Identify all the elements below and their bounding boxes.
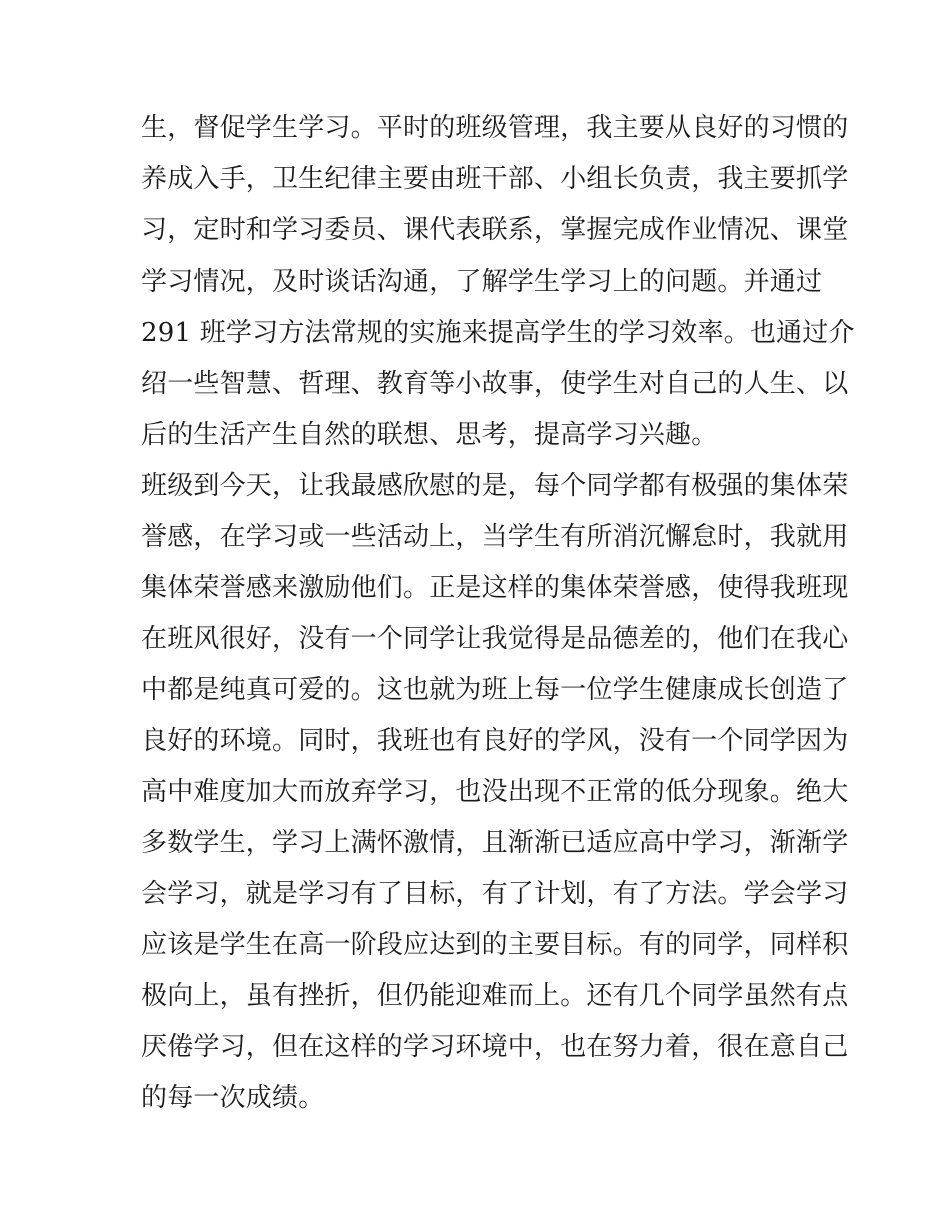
text-line: 后的生活产生自然的联想、思考，提高学习兴趣。 — [141, 420, 718, 450]
text-line: 绍一些智慧、哲理、教育等小故事，使学生对自己的人生、以 — [141, 369, 849, 399]
text-line: 习，定时和学习委员、课代表联系，掌握完成作业情况、课堂 — [141, 215, 849, 245]
text-line: 291 班学习方法常规的实施来提高学生的学习效率。也通过介 — [141, 318, 855, 348]
text-line: 养成入手，卫生纪律主要由班干部、小组长负责，我主要抓学 — [141, 164, 849, 194]
text-line: 誉感，在学习或一些活动上，当学生有所消沉懈怠时，我就用 — [141, 522, 849, 552]
text-line: 的每一次成绩。 — [141, 1083, 325, 1113]
text-line: 集体荣誉感来激励他们。正是这样的集体荣誉感，使得我班现 — [141, 573, 849, 603]
text-line: 应该是学生在高一阶段应达到的主要目标。有的同学，同样积 — [141, 930, 849, 960]
text-line: 班级到今天，让我最感欣慰的是，每个同学都有极强的集体荣 — [141, 471, 849, 501]
text-line: 高中难度加大而放弃学习，也没出现不正常的低分现象。绝大 — [141, 777, 849, 807]
text-line: 在班风很好，没有一个同学让我觉得是品德差的，他们在我心 — [141, 624, 849, 654]
text-line: 中都是纯真可爱的。这也就为班上每一位学生健康成长创造了 — [141, 675, 849, 705]
text-line: 生，督促学生学习。平时的班级管理，我主要从良好的习惯的 — [141, 113, 849, 143]
text-line: 会学习，就是学习有了目标，有了计划，有了方法。学会学习 — [141, 879, 849, 909]
text-line: 厌倦学习，但在这样的学习环境中，也在努力着，很在意自己 — [141, 1032, 849, 1062]
text-line: 极向上，虽有挫折，但仍能迎难而上。还有几个同学虽然有点 — [141, 981, 849, 1011]
text-line: 良好的环境。同时，我班也有良好的学风，没有一个同学因为 — [141, 726, 849, 756]
text-line: 学习情况，及时谈话沟通，了解学生学习上的问题。并通过 — [141, 267, 823, 297]
text-line: 多数学生，学习上满怀激情，且渐渐已适应高中学习，渐渐学 — [141, 828, 849, 858]
